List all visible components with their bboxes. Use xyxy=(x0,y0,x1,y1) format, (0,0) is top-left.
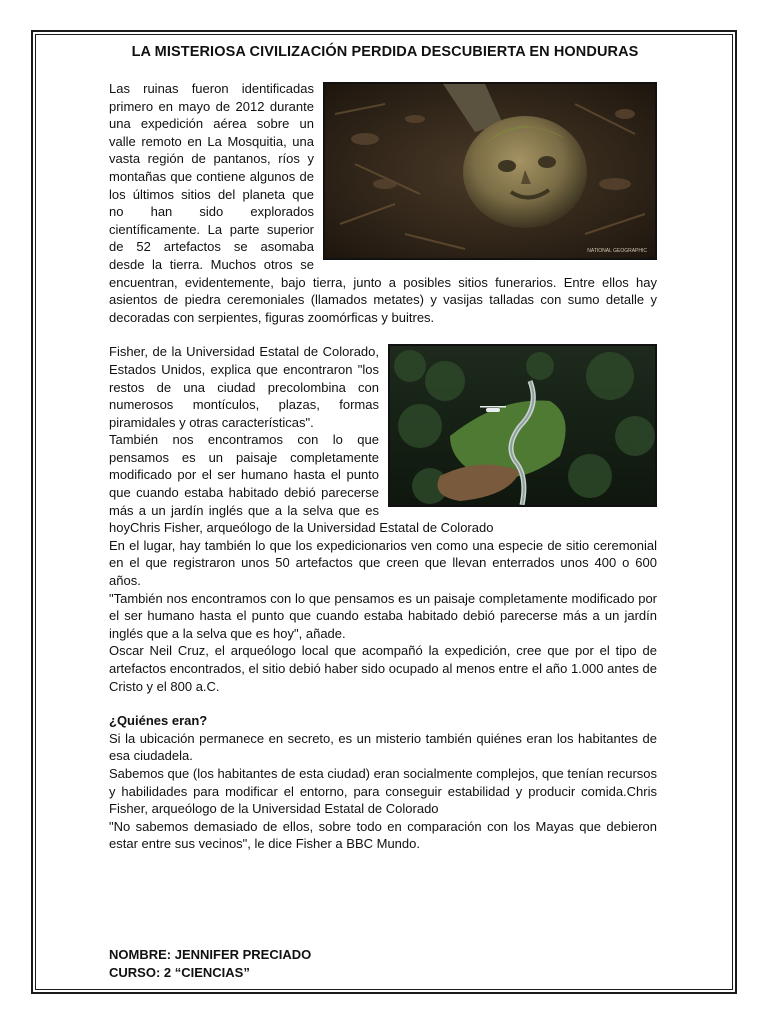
student-course: CURSO: 2 “CIENCIAS” xyxy=(109,964,250,980)
document-title: LA MISTERIOSA CIVILIZACIÓN PERDIDA DESCUBIERTA EN HONDURAS xyxy=(131,44,639,60)
paragraph-fisher-explains: Fisher, de la Universidad Estatal de Colorado, Estados Unidos, explica que encontraron "los restos de una ciudad precolombina con numerosos montículos, plazas, formas piramidales y otras características". xyxy=(109,344,379,430)
aerial-valley-photo xyxy=(388,344,657,507)
paragraph-location-secret: Si la ubicación permanece en secreto, es un misterio también quiénes eran los habitantes de esa ciudadela. xyxy=(109,730,657,764)
paragraph-ruins-identified: Las ruinas fueron identificadas primero en mayo de 2012 durante una expedición aérea sobre un valle remoto en La Mosquitia, una vasta región de pantanos, ríos y montañas que contiene algunos de los últimos sitios del planeta que no han sido explorados científicamente. La parte superior de 52 artefactos se asomaba desde la tierra. Muchos otros se encuentran, evidentemente, bajo tierra, junto a posibles sitios funerarios. Entre ellos hay asientos de piedra ceremoniales (llamados metates) y vasijas talladas con sumo detalle y decoradas con serpientes, figuras zoomórficas y buitres. xyxy=(109,81,657,325)
document-body xyxy=(109,80,657,853)
paragraph-landscape-modified: También nos encontramos con lo que pensamos es un paisaje completamente modificado por el ser humano hasta el punto que cuando estaba habitado debió parecerse más a un jardín inglés que a la selva que es hoyChris Fisher, arqueólogo de la Universidad Estatal de Colorado xyxy=(109,432,494,536)
paragraph-quote-landscape: "También nos encontramos con lo que pensamos es un paisaje completamente modificado por el ser humano hasta el punto que cuando estaba habitado debió parecerse más a un jardín inglés que a la selva que es hoy", añade. xyxy=(109,590,657,641)
paragraph-ceremonial-site: En el lugar, hay también lo que los expedicionarios ven como una especie de sitio ceremonial en el que registraron unos 50 artefactos que creen que llevan enterrados unos 400 o 600 años. xyxy=(109,537,657,589)
photo-credit: NATIONAL GEOGRAPHIC xyxy=(587,248,647,254)
paragraph-socially-complex: Sabemos que (los habitantes de esta ciudad) eran socialmente complejos, que tenían recursos y habilidades para modificar el entorno, para conseguir estabilidad y producir comida.Chris Fisher, arqueólogo de la Universidad Estatal de Colorado xyxy=(109,765,657,817)
student-name: NOMBRE: JENNIFER PRECIADO xyxy=(109,947,312,962)
stone-artifact-photo xyxy=(323,82,657,260)
section-heading-who-were-they: ¿Quiénes eran? xyxy=(109,713,208,729)
document-footer xyxy=(109,946,311,981)
paragraph-oscar-neil-cruz: Oscar Neil Cruz, el arqueólogo local que acompañó la expedición, cree que por el tipo de artefactos encontrados, el sitio debió haber sido ocupado al menos entre el año 1.000 antes de Cristo y el 800 a.C. xyxy=(109,643,657,694)
paragraph-mayas-neighbors: "No sabemos demasiado de ellos, sobre todo en comparación con los Mayas que debieron estar entre sus vecinos", le dice Fisher a BBC Mundo. xyxy=(109,818,657,852)
